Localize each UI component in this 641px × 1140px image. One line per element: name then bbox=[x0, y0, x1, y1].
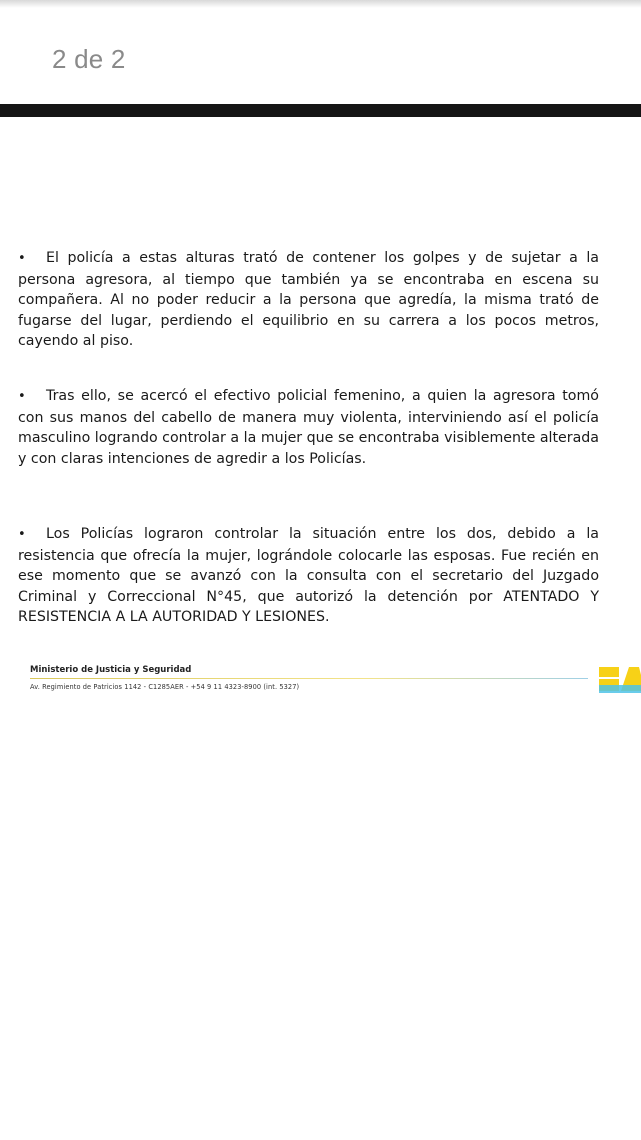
paragraph-1 bbox=[18, 248, 599, 352]
page-separator-bar bbox=[0, 104, 641, 117]
paragraph-text: Tras ello, se acercó el efectivo policial femenino, a quien la agresora tomó con sus manos del cabello de manera muy violenta, interviniendo así el policía masculino logrando controlar a la mujer que se encontraba visiblemente alterada y con claras intenciones de agredir a los Policías. bbox=[18, 388, 599, 467]
bullet-icon: • bbox=[18, 527, 26, 542]
bullet-icon: • bbox=[18, 251, 26, 266]
ministry-name: Ministerio de Justicia y Seguridad bbox=[30, 665, 192, 675]
paragraph-text: El policía a estas alturas trató de contener los golpes y de sujetar a la persona agresora, al tiempo que también ya se encontraba en escena su compañera. Al no poder reducir a la persona que agredía, la misma trató de fugarse del lugar, perdiendo el equilibrio en su carrera a los pocos metros, cayendo al piso. bbox=[18, 250, 599, 349]
paragraph-2 bbox=[18, 386, 599, 469]
page-indicator: 2 de 2 bbox=[52, 44, 126, 74]
paragraph-text: Los Policías lograron controlar la situación entre los dos, debido a la resistencia que ofrecía la mujer, lográndole colocarle las esposas. Fue recién en ese momento que se avanzó con la consulta con el secretario del Juzgado Criminal y Correccional N°45, que autorizó la detención por ATENTADO Y RESISTENCIA A LA AUTORIDAD Y LESIONES. bbox=[18, 526, 599, 625]
ba-logo-icon bbox=[599, 665, 641, 695]
ministry-address: Av. Regimiento de Patricios 1142 - C1285AER - +54 9 11 4323-8900 (int. 5327) bbox=[30, 683, 300, 691]
document-footer bbox=[30, 665, 641, 705]
bullet-icon: • bbox=[18, 389, 26, 404]
footer-divider bbox=[30, 678, 588, 679]
viewer-top-shadow bbox=[0, 0, 641, 8]
paragraph-3 bbox=[18, 524, 599, 628]
